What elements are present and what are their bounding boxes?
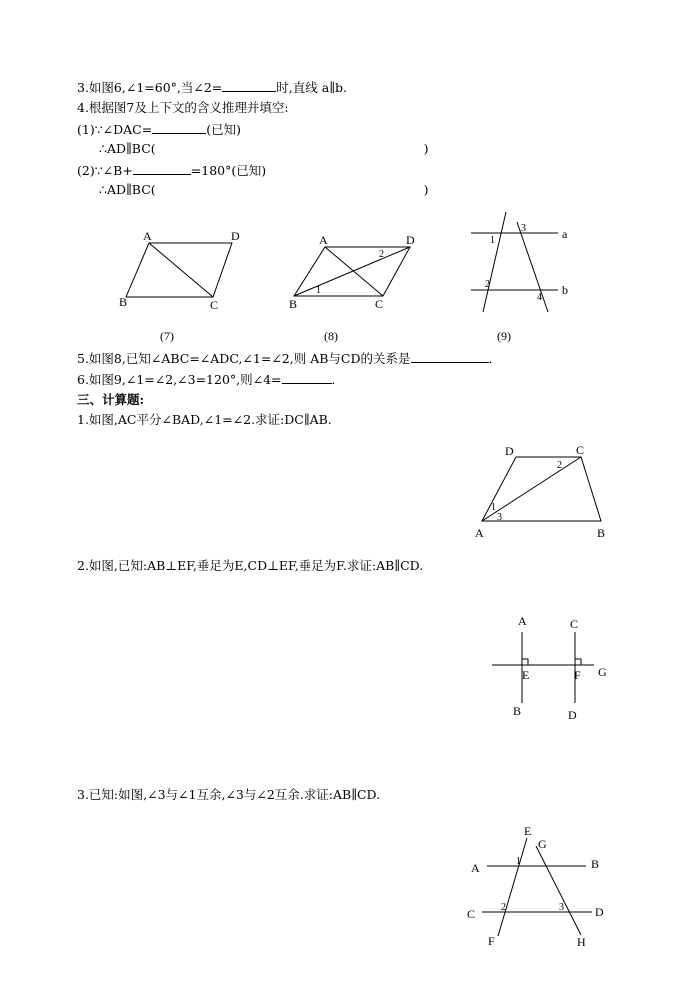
diagonal-bd — [294, 247, 410, 296]
angle-2: 2 — [501, 902, 506, 913]
label-b: b — [562, 283, 568, 297]
label-a: A — [475, 526, 484, 540]
label-e: E — [522, 668, 530, 682]
calc-question-1: 1.如图,AC平分∠BAD,∠1=∠2.求证:DC∥AB. — [77, 412, 332, 427]
figure-7 — [119, 229, 240, 343]
transversal-left — [483, 212, 506, 312]
label-a: A — [319, 233, 328, 247]
label-d: D — [595, 905, 604, 919]
question-5-text: 5.如图8,已知∠ABC=∠ADC,∠1=∠2,则 AB与CD的关系是 — [77, 351, 411, 366]
label-d: D — [231, 229, 240, 243]
angle-1: 1 — [516, 856, 521, 867]
parallelogram-abcd — [126, 243, 232, 297]
label-e: E — [524, 824, 532, 838]
angle-2: 2 — [379, 249, 384, 260]
label-c: C — [210, 298, 219, 312]
label-c: C — [576, 443, 585, 457]
calc-question-2: 2.如图,已知:AB⊥EF,垂足为E,CD⊥EF,垂足为F.求证:AB∥CD. — [77, 558, 424, 573]
label-c: C — [375, 297, 384, 311]
angle-1: 1 — [490, 235, 495, 246]
label-g: G — [598, 665, 607, 679]
question-6-text: 6.如图9,∠1=∠2,∠3=120°,则∠4= — [77, 372, 282, 387]
angle-2: 2 — [557, 460, 562, 471]
label-a: A — [518, 614, 527, 628]
angle-2: 2 — [485, 279, 490, 290]
q4-p1b-suffix: ) — [423, 141, 429, 156]
angle-4: 4 — [537, 292, 542, 303]
calc-figure-2 — [492, 614, 607, 722]
line-gh — [536, 846, 581, 935]
label-a: a — [562, 227, 568, 241]
label-d: D — [568, 708, 577, 722]
label-d: D — [406, 233, 415, 247]
question-4-title: 4.根据图7及上下文的含义推理并填空: — [77, 100, 289, 115]
figure-8 — [289, 233, 415, 343]
calc-question-3: 3.已知:如图,∠3与∠1互余,∠3与∠2互余.求证:AB∥CD. — [77, 787, 381, 802]
angle-3: 3 — [497, 512, 502, 523]
label-b: B — [591, 857, 600, 871]
angle-3: 3 — [521, 223, 526, 234]
figure-caption: (8) — [324, 329, 338, 343]
figure-caption: (7) — [160, 329, 174, 343]
diagonal-ac — [325, 247, 383, 296]
label-b: B — [119, 295, 128, 309]
q4-p1-text: (1)∵∠DAC= — [77, 122, 153, 137]
label-f: F — [574, 668, 581, 682]
q4-p2b-suffix: ) — [423, 182, 429, 197]
right-angle-mark-e — [522, 659, 528, 665]
question-3-text: 3.如图6,∠1=60°,当∠2= — [77, 80, 223, 95]
label-d: D — [505, 444, 514, 458]
angle-1: 1 — [316, 285, 321, 296]
q4-p1b-text: ∴AD∥BC( — [99, 141, 156, 156]
section-heading: 三、计算题: — [77, 392, 145, 407]
right-angle-mark-f — [575, 659, 581, 665]
label-b: B — [513, 704, 522, 718]
label-b: B — [597, 526, 606, 540]
label-c: C — [467, 907, 476, 921]
question-3-suffix: 时,直线 a∥b. — [276, 80, 347, 95]
line-ef — [498, 838, 527, 936]
label-h: H — [577, 935, 586, 949]
question-5-suffix: . — [488, 351, 493, 366]
label-a: A — [471, 861, 480, 875]
figure-9 — [471, 212, 568, 343]
calc-figure-3 — [467, 824, 604, 949]
angle-1: 1 — [491, 502, 496, 513]
transversal-right — [517, 222, 548, 312]
q4-p2-text: (2)∵∠B+ — [77, 163, 133, 178]
q4-p2-suffix: =180°(已知) — [190, 163, 267, 178]
label-b: B — [289, 297, 298, 311]
figure-caption: (9) — [497, 329, 511, 343]
angle-3: 3 — [559, 902, 564, 913]
q4-p1-suffix: (已知) — [206, 122, 241, 137]
diagonal-ac — [149, 243, 213, 297]
label-c: C — [570, 617, 579, 631]
q4-p2b-text: ∴AD∥BC( — [99, 182, 156, 197]
label-f: F — [488, 934, 495, 948]
label-a: A — [143, 229, 152, 243]
question-6-suffix: . — [331, 372, 336, 387]
label-g: G — [538, 837, 547, 851]
calc-figure-1 — [475, 443, 605, 540]
